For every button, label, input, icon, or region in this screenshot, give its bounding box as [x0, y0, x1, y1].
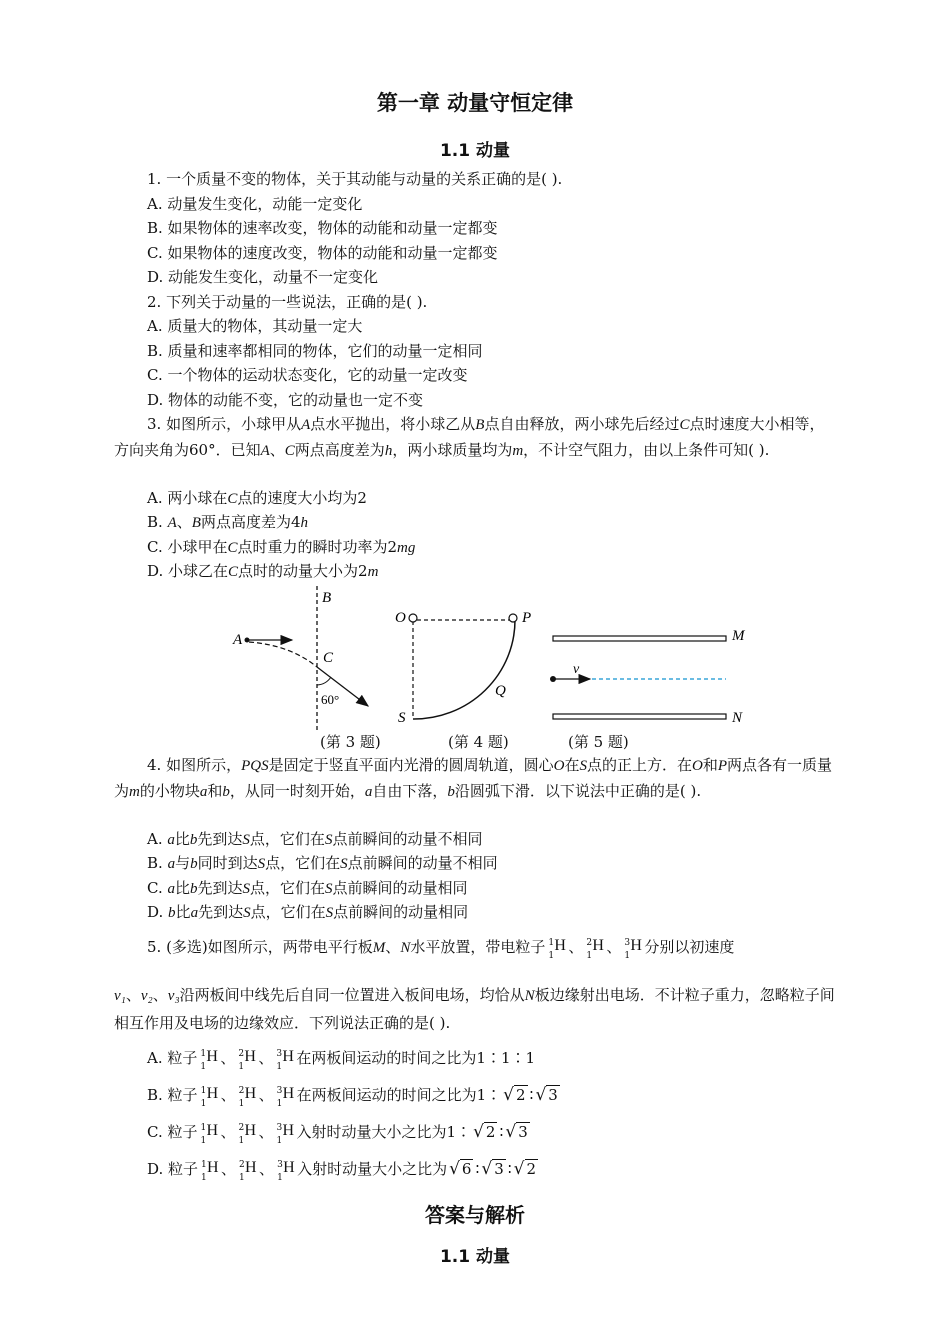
fig4-block-a: [409, 614, 417, 622]
q4-option-d: D. b比a先到达S点，它们在S点前瞬间的动量相同: [147, 903, 469, 921]
fig4-label-o: O: [395, 610, 406, 626]
q5-option-b: B. 粒子 1 1 H 、 2 1 H 、 3 1 H 在两板间运动的时间之比为1∶ √ 2 ∶ √ 3: [147, 1085, 558, 1109]
fig4-label-p: P: [522, 610, 532, 626]
q1-option-a: A. 动量发生变化，动能一定变化: [147, 195, 363, 213]
fig3-point-a: [245, 638, 250, 643]
fig4-label-q: Q: [495, 683, 506, 699]
q2-option-c: C. 一个物体的运动状态变化，它的动量一定改变: [147, 366, 468, 384]
fig4-block-b: [509, 614, 517, 622]
nuclide-h3: 3 1 H: [624, 937, 642, 961]
nuclide-h2: 2 1 H: [586, 937, 604, 961]
q3-option-d: D. 小球乙在C点时的动量大小为2m: [147, 562, 379, 580]
q1-option-c: C. 如果物体的速度改变，物体的动能和动量一定都变: [147, 244, 498, 262]
q1-stem: 1. 一个质量不变的物体，关于其动能与动量的关系正确的是( ).: [147, 170, 563, 188]
fig3-angle-label: 60°: [321, 692, 340, 707]
q2-option-d: D. 物体的动能不变，它的动量也一定不变: [147, 391, 424, 409]
q3-option-c: C. 小球甲在C点时重力的瞬时功率为2mg: [147, 538, 416, 556]
q2-stem: 2. 下列关于动量的一些说法，正确的是( ).: [147, 293, 428, 311]
fig3-angle-arc: [317, 677, 331, 685]
answer-section-title: 1.1 动量: [439, 1247, 511, 1267]
q1-option-b: B. 如果物体的速率改变，物体的动能和动量一定都变: [147, 219, 498, 237]
q5-option-a: A. 粒子 1 1 H 、 2 1 H 、 3 1 H 在两板间运动的时间之比为1∶1∶1: [147, 1048, 536, 1072]
q4-option-b: B. a与b同时到达S点，它们在S点前瞬间的动量不相同: [147, 854, 498, 872]
fig5-label-n: N: [732, 710, 743, 726]
q4-stem: 4. 如图所示，PQS是固定于竖直平面内光滑的圆周轨道，圆心O在S点的正上方．在O和P两点各有一质量为m的小物块a和b，从同一时刻开始，a自由下落，b沿圆弧下滑．以下说法中正确的是( ).: [114, 756, 833, 800]
figure-4: [395, 610, 531, 726]
fig5-plate-m: [553, 636, 726, 641]
q2-option-b: B. 质量和速率都相同的物体，它们的动量一定相同: [147, 342, 483, 360]
q4-option-a: A. a比b先到达S点，它们在S点前瞬间的动量不相同: [147, 830, 483, 848]
fig5-label-v: v: [573, 662, 580, 677]
fig4-label-s: S: [398, 710, 406, 726]
answer-title: 答案与解析: [425, 1203, 525, 1227]
q3-option-a: A. 两小球在C点的速度大小均为2: [147, 489, 367, 507]
fig5-caption: (第 5 题): [568, 733, 629, 751]
q3-stem: 3. 如图所示，小球甲从A点水平抛出，将小球乙从B点自由释放，两小球先后经过C点时速度大小相等，方向夹角为60°．已知A、C两点高度差为h，两小球质量均为m，不计空气阻力，由以上条件可知( ).: [114, 415, 825, 459]
q5-option-c: C. 粒子 1 1 H 、 2 1 H 、 3 1 H 入射时动量大小之比为1∶ √ 2 ∶ √ 3: [147, 1122, 528, 1146]
q2-option-a: A. 质量大的物体，其动量一定大: [147, 317, 363, 335]
q1-option-d: D. 动能发生变化，动量不一定变化: [147, 268, 379, 286]
fig5-label-m: M: [732, 628, 745, 644]
q5-option-d: D. 粒子 1 1 H 、 2 1 H 、 3 1 H 入射时动量大小之比为 √ 6 ∶ √ 3 ∶ √ 2: [147, 1159, 537, 1183]
q3-option-b: B. A、B两点高度差为4h: [147, 513, 308, 531]
fig3-label-b: B: [322, 590, 332, 606]
fig5-plate-n: [553, 714, 726, 719]
chapter-title: 第一章 动量守恒定律: [376, 91, 574, 115]
section-title: 1.1 动量: [439, 141, 511, 161]
fig3-label-c: C: [323, 650, 334, 666]
fig4-caption: (第 4 题): [448, 733, 509, 751]
fig3-caption: (第 3 题): [320, 733, 381, 751]
q5-stem-line1: 5. (多选)如图所示，两带电平行板M、N水平放置，带电粒子 1 1 H 、 2 1 H 、 3 1 H 分别以初速度: [147, 937, 735, 961]
fig3-label-a: A: [233, 632, 243, 648]
q4-option-c: C. a比b先到达S点，它们在S点前瞬间的动量相同: [147, 879, 468, 897]
q5-stem-line2: v₁、v₂、v₃沿两板间中线先后自同一位置进入板间电场，均恰从N板边缘射出电场．不计粒子重力，忽略粒子间相互作用及电场的边缘效应．下列说法正确的是( ).: [114, 986, 835, 1032]
figure-3: [232, 586, 368, 730]
figure-5: [550, 628, 746, 726]
fig3-trajectory: [249, 642, 317, 667]
fig4-arc-track: [413, 620, 515, 719]
nuclide-h1: 1 1 H: [548, 937, 566, 961]
